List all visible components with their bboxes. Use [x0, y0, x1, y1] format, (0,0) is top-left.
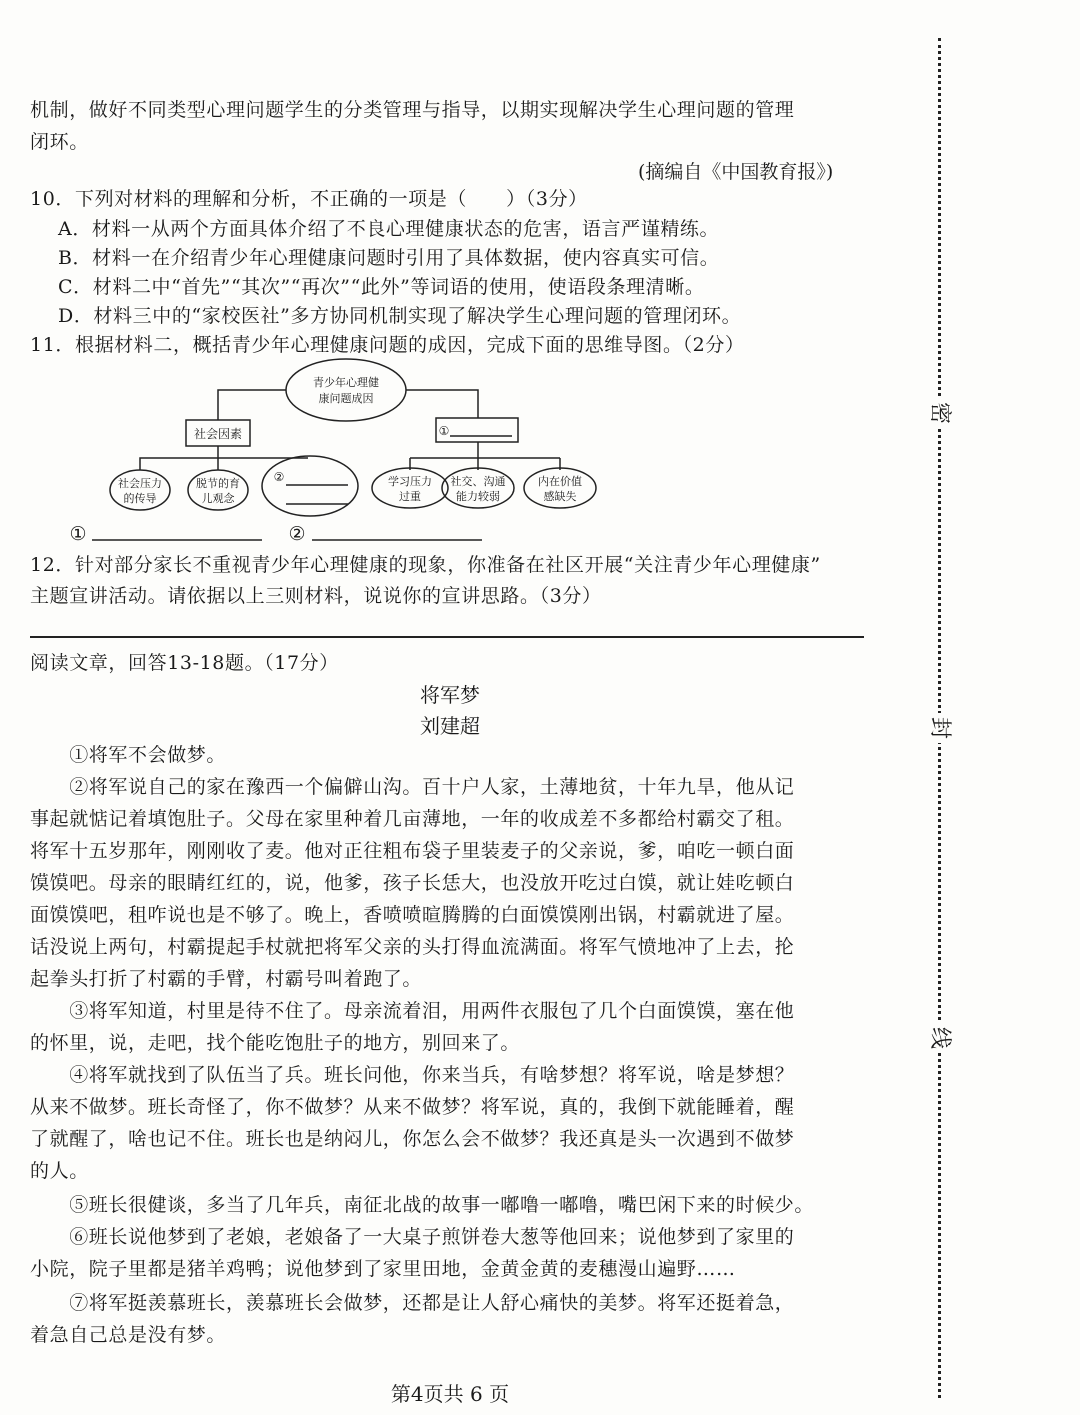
q10-option-c: C．材料二中“首先”“其次”“再次”“此外”等词语的使用，使语段条理清晰。 [58, 276, 705, 298]
article-line: ②将军说自己的家在豫西一个偏僻山沟。百十户人家，土薄地贫，十年九旱，他从记 [30, 776, 795, 798]
article-line: 的怀里，说，走吧，找个能吃饱肚子的地方，别回来了。 [30, 1032, 521, 1054]
article-line: 话没说上两句，村霸提起手杖就把将军父亲的头打得血流满面。将军气愤地冲了上去，抡 [30, 936, 795, 958]
mindmap-root-line2: 康问题成因 [318, 392, 374, 405]
mindmap-blank-leaf-label: ② [273, 470, 285, 484]
binding-char-line: 线 [924, 1023, 954, 1053]
header-line-1: 机制，做好不同类型心理问题学生的分类管理与指导，以期实现解决学生心理问题的管理 [30, 99, 795, 121]
answer-blank-2-label: ② [288, 523, 306, 545]
leaf2-line1: 脱节的育 [196, 477, 240, 490]
mindmap-blank-leaf-2 [262, 456, 358, 516]
binding-char-close: 封 [924, 713, 954, 743]
leaf3-line2: 过重 [399, 490, 421, 503]
page-footer: 第4页共 6 页 [390, 1382, 510, 1406]
leaf4-line2: 能力较弱 [456, 490, 500, 503]
binding-char-seal: 密 [924, 398, 954, 428]
article-line: 馍馍吧。母亲的眼睛红红的，说，他爹，孩子长恁大，也没放开吃过白馍，就让娃吃顿白 [30, 872, 795, 894]
mindmap-right-branch-label: ① [438, 424, 450, 438]
leaf1-line2: 的传导 [123, 492, 157, 505]
leaf4-line1: 社交、沟通 [450, 475, 506, 488]
q12-line-1: 12．针对部分家长不重视青少年心理健康的现象，你准备在社区开展“关注青少年心理健康” [30, 554, 821, 576]
article-title: 将军梦 [420, 683, 480, 707]
mindmap-left-branch-label: 社会因素 [193, 427, 243, 441]
q11-stem: 11．根据材料二，概括青少年心理健康问题的成因，完成下面的思维导图。（2分） [30, 334, 745, 356]
leaf5-line1: 内在价值 [538, 475, 582, 488]
article-line: 的人。 [30, 1160, 89, 1182]
leaf2-line2: 儿观念 [201, 492, 235, 505]
article-line: 事起就惦记着填饱肚子。父母在家里种着几亩薄地，一年的收成差不多都给村霸交了租。 [30, 808, 795, 830]
article-line: 面馍馍吧，租咋说也是不够了。晚上，香喷喷暄腾腾的白面馍馍刚出锅，村霸就进了屋。 [30, 904, 795, 926]
article-line: 起拳头打折了村霸的手臂，村霸号叫着跑了。 [30, 968, 423, 990]
header-line-2: 闭环。 [30, 131, 89, 153]
q10-option-d: D．材料三中的“家校医社”多方协同机制实现了解决学生心理问题的管理闭环。 [58, 305, 742, 327]
answer-blank-1-label: ① [69, 523, 87, 545]
q10-option-a: A．材料一从两个方面具体介绍了不良心理健康状态的危害，语言严谨精练。 [58, 218, 720, 240]
article-line: 了就醒了，啥也记不住。班长也是纳闷儿，你怎么会不做梦？我还真是头一次遇到不做梦 [30, 1128, 795, 1150]
mindmap-root-line1: 青少年心理健 [313, 376, 379, 389]
article-line: ①将军不会做梦。 [30, 744, 227, 766]
article-line: ⑥班长说他梦到了老娘，老娘备了一大桌子煎饼卷大葱等他回来；说他梦到了家里的 [30, 1226, 795, 1248]
article-line: 从来不做梦。班长奇怪了，你不做梦？从来不做梦？将军说，真的，我倒下就能睡着，醒 [30, 1096, 795, 1118]
q12-line-2: 主题宣讲活动。请依据以上三则材料，说说你的宣讲思路。（3分） [30, 585, 602, 607]
mindmap-root-node [286, 359, 406, 421]
reading-intro: 阅读文章，回答13-18题。（17分） [30, 652, 339, 674]
leaf3-line1: 学习压力 [388, 475, 432, 488]
leaf1-line1: 社会压力 [118, 477, 162, 490]
q10-option-b: B．材料一在介绍青少年心理健康问题时引用了具体数据，使内容真实可信。 [58, 247, 720, 269]
article-line: ④将军就找到了队伍当了兵。班长问他，你来当兵，有啥梦想？将军说，啥是梦想？ [30, 1064, 795, 1086]
article-line: 着急自己总是没有梦。 [30, 1324, 227, 1346]
article-line: 小院，院子里都是猪羊鸡鸭；说他梦到了家里田地，金黄金黄的麦穗漫山遍野…… [30, 1258, 736, 1280]
article-line: ⑦将军挺羡慕班长，羡慕班长会做梦，还都是让人舒心痛快的美梦。将军还挺着急， [30, 1292, 795, 1314]
leaf5-line2: 感缺失 [543, 490, 577, 503]
article-line: 将军十五岁那年，刚刚收了麦。他对正往粗布袋子里装麦子的父亲说，爹，咱吃一顿白面 [30, 840, 795, 862]
article-line: ⑤班长很健谈，多当了几年兵，南征北战的故事一嘟噜一嘟噜，嘴巴闲下来的时候少。 [30, 1194, 815, 1216]
article-author: 刘建超 [420, 714, 480, 738]
q10-stem: 10．下列对材料的理解和分析，不正确的一项是（ ）（3分） [30, 188, 588, 210]
source-citation: (摘编自《中国教育报》) [638, 161, 834, 183]
section-divider [30, 636, 864, 638]
article-line: ③将军知道，村里是待不住了。母亲流着泪，用两件衣服包了几个白面馍馍，塞在他 [30, 1000, 795, 1022]
